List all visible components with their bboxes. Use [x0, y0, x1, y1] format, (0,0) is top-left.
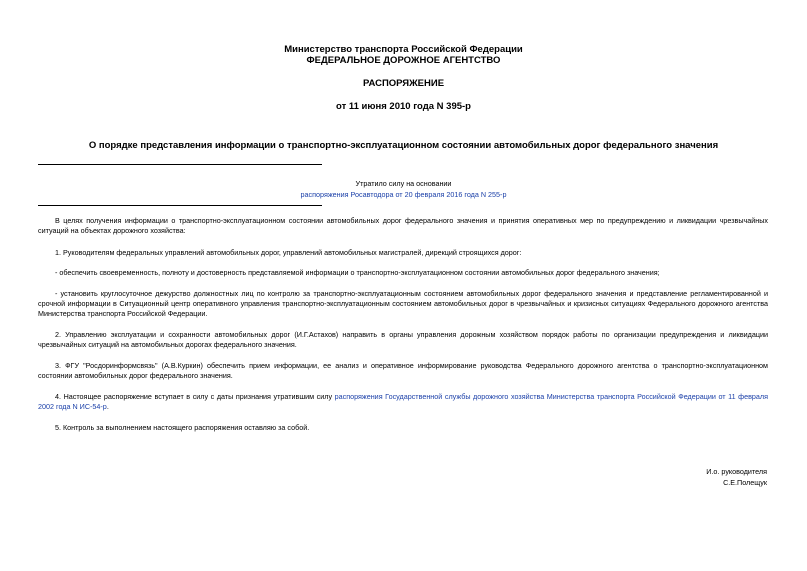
- lost-force-link[interactable]: распоряжения Росавтодора от 20 февраля 2016 года N 255-р: [300, 190, 507, 199]
- divider-top: [38, 164, 322, 165]
- paragraph-1b: - установить круглосуточное дежурство должностных лиц по контролю за транспортно-эксплуатационным состоянием автомобильных дорог федерального значения и представление регламентированной и срочной информации в Ситуационный центр оперативного управления транспортно-эксплуатационным состоянием автомобильных дорог в чрезвычайных и кризисных ситуациях Федерального дорожного агентства Министерства транспорта Российской Федерации.: [38, 289, 768, 318]
- lost-force-line: [0, 189, 807, 200]
- lost-force-note: Утратило силу на основании: [355, 179, 452, 188]
- paragraph-5: 5. Контроль за выполнением настоящего распоряжения оставляю за собой.: [55, 423, 310, 432]
- paragraph-4: [38, 392, 768, 412]
- paragraph-1: 1. Руководителям федеральных управлений автомобильных дорог, управлений автомобильных магистралей, дирекций строящихся дорог:: [55, 248, 522, 257]
- paragraph-4-text: 4. Настоящее распоряжение вступает в силу с даты признания утратившим силу: [55, 392, 335, 401]
- paragraph-2: 2. Управлению эксплуатации и сохранности автомобильных дорог (И.Г.Астахов) направить в органы управления дорожным хозяйством порядок работы по организации предупреждения и ликвидации чрезвычайных ситуаций на автомобильных дорогах федерального значения.: [38, 330, 768, 349]
- intro-paragraph: В целях получения информации о транспортно-эксплуатационном состоянии автомобильных дорог федерального значения и принятия оперативных мер по предупреждению и ликвидации чрезвычайных ситуаций на объектах дорожного хозяйства:: [38, 216, 768, 235]
- document-title: О порядке представления информации о транспортно-эксплуатационном состоянии автомобильных дорог федерального значения: [88, 140, 719, 151]
- divider-bottom: [38, 205, 322, 206]
- paragraph-3: 3. ФГУ "Росдоринформсвязь" (А.В.Куркин) обеспечить прием информации, ее анализ и оперативное информирование руководства Федерального дорожного агентства о транспортно-эксплуатационном состоянии автомобильных дорог федерального значения.: [38, 361, 768, 380]
- document-date-number: от 11 июня 2010 года N 395-р: [336, 101, 471, 112]
- document-type: РАСПОРЯЖЕНИЕ: [362, 78, 445, 89]
- agency-name: ФЕДЕРАЛЬНОЕ ДОРОЖНОЕ АГЕНТСТВО: [306, 55, 501, 66]
- paragraph-4-link[interactable]: распоряжения Государственной службы дорожного хозяйства Министерства транспорта Российской Федерации от 11 февраля 2002 года N ИС-54-р: [38, 392, 768, 411]
- signatory-position: И.о. руководителя: [706, 467, 767, 476]
- paragraph-4-end: .: [106, 402, 109, 411]
- paragraph-1a: - обеспечить своевременность, полноту и достоверность представляемой информации о транспортно-эксплуатационном состоянии автомобильных дорог федерального значения;: [55, 268, 660, 277]
- ministry-name: Министерство транспорта Российской Федерации: [284, 44, 523, 55]
- signatory-name: С.Е.Полещук: [723, 478, 767, 487]
